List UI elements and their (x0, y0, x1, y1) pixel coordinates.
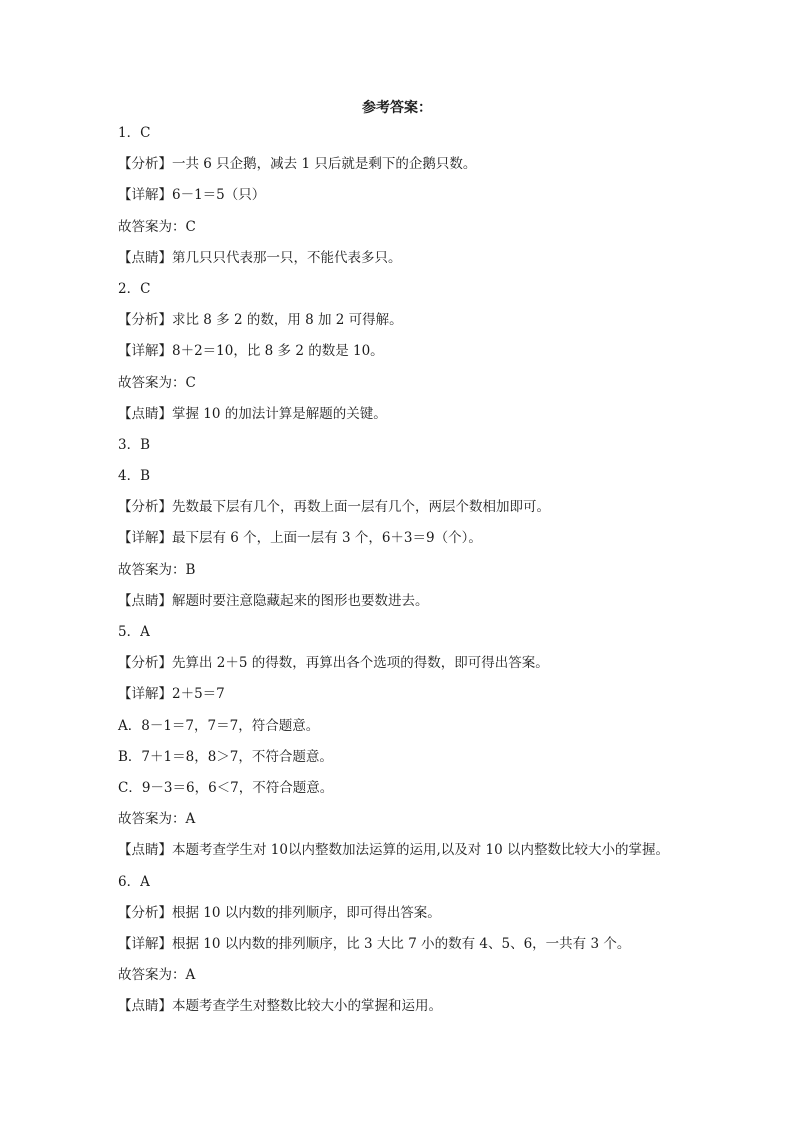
text-line: 6．A (118, 873, 150, 890)
text-line: 【详解】2＋5＝7 (118, 686, 225, 703)
text-line: 5．A (118, 624, 150, 640)
text-line: 【详解】最下层有 6 个，上面一层有 3 个，6＋3＝9（个）。 (118, 530, 482, 547)
text-line: 故答案为：C (118, 374, 196, 391)
text-line: 【点睛】解题时要注意隐藏起来的图形也要数进去。 (118, 592, 429, 609)
text-line: 【点睛】本题考查学生对整数比较大小的掌握和运用。 (118, 998, 442, 1015)
text-line: A．8－1＝7，7＝7，符合题意。 (118, 717, 320, 734)
text-line: 【详解】根据 10 以内数的排列顺序，比 3 大比 7 小的数有 4、5、6，一共有 3 个。 (118, 935, 631, 952)
text-line: 【分析】先数最下层有几个，再数上面一层有几个，两层个数相加即可。 (118, 499, 550, 516)
text-line: C．9－3＝6，6＜7，不符合题意。 (118, 779, 334, 796)
text-line: 1．C (118, 125, 151, 141)
text-line: 【分析】一共 6 只企鹅，减去 1 只后就是剩下的企鹅只数。 (118, 156, 477, 173)
text-line: 故答案为：A (118, 811, 196, 828)
text-line: 【分析】先算出 2＋5 的得数，再算出各个选项的得数，即可得出答案。 (118, 655, 549, 672)
text-line: 【分析】根据 10 以内数的排列顺序，即可得出答案。 (118, 904, 441, 921)
text-line: 【分析】求比 8 多 2 的数，用 8 加 2 可得解。 (118, 312, 403, 329)
text-line: 【详解】8＋2＝10，比 8 多 2 的数是 10。 (118, 343, 384, 360)
page-title: 参考答案： (362, 100, 432, 116)
text-line: 【点睛】第几只只代表那一只，不能代表多只。 (118, 249, 402, 266)
text-line: 4．B (118, 468, 151, 485)
text-line: 【详解】6－1＝5（只） (118, 187, 266, 204)
text-line: 2．C (118, 280, 151, 297)
text-line: 3．B (118, 436, 151, 453)
text-line: 【点睛】本题考查学生对 10以内整数加法运算的运用,以及对 10 以内整数比较大小的掌握。 (118, 842, 670, 859)
text-line: 故答案为：A (118, 967, 196, 984)
text-line: 【点睛】掌握 10 的加法计算是解题的关键。 (118, 405, 387, 422)
answer-body (118, 124, 718, 1028)
text-line: 故答案为：B (118, 561, 196, 578)
text-line: 故答案为：C (118, 218, 196, 235)
text-line: B．7＋1＝8，8＞7，不符合题意。 (118, 748, 333, 765)
